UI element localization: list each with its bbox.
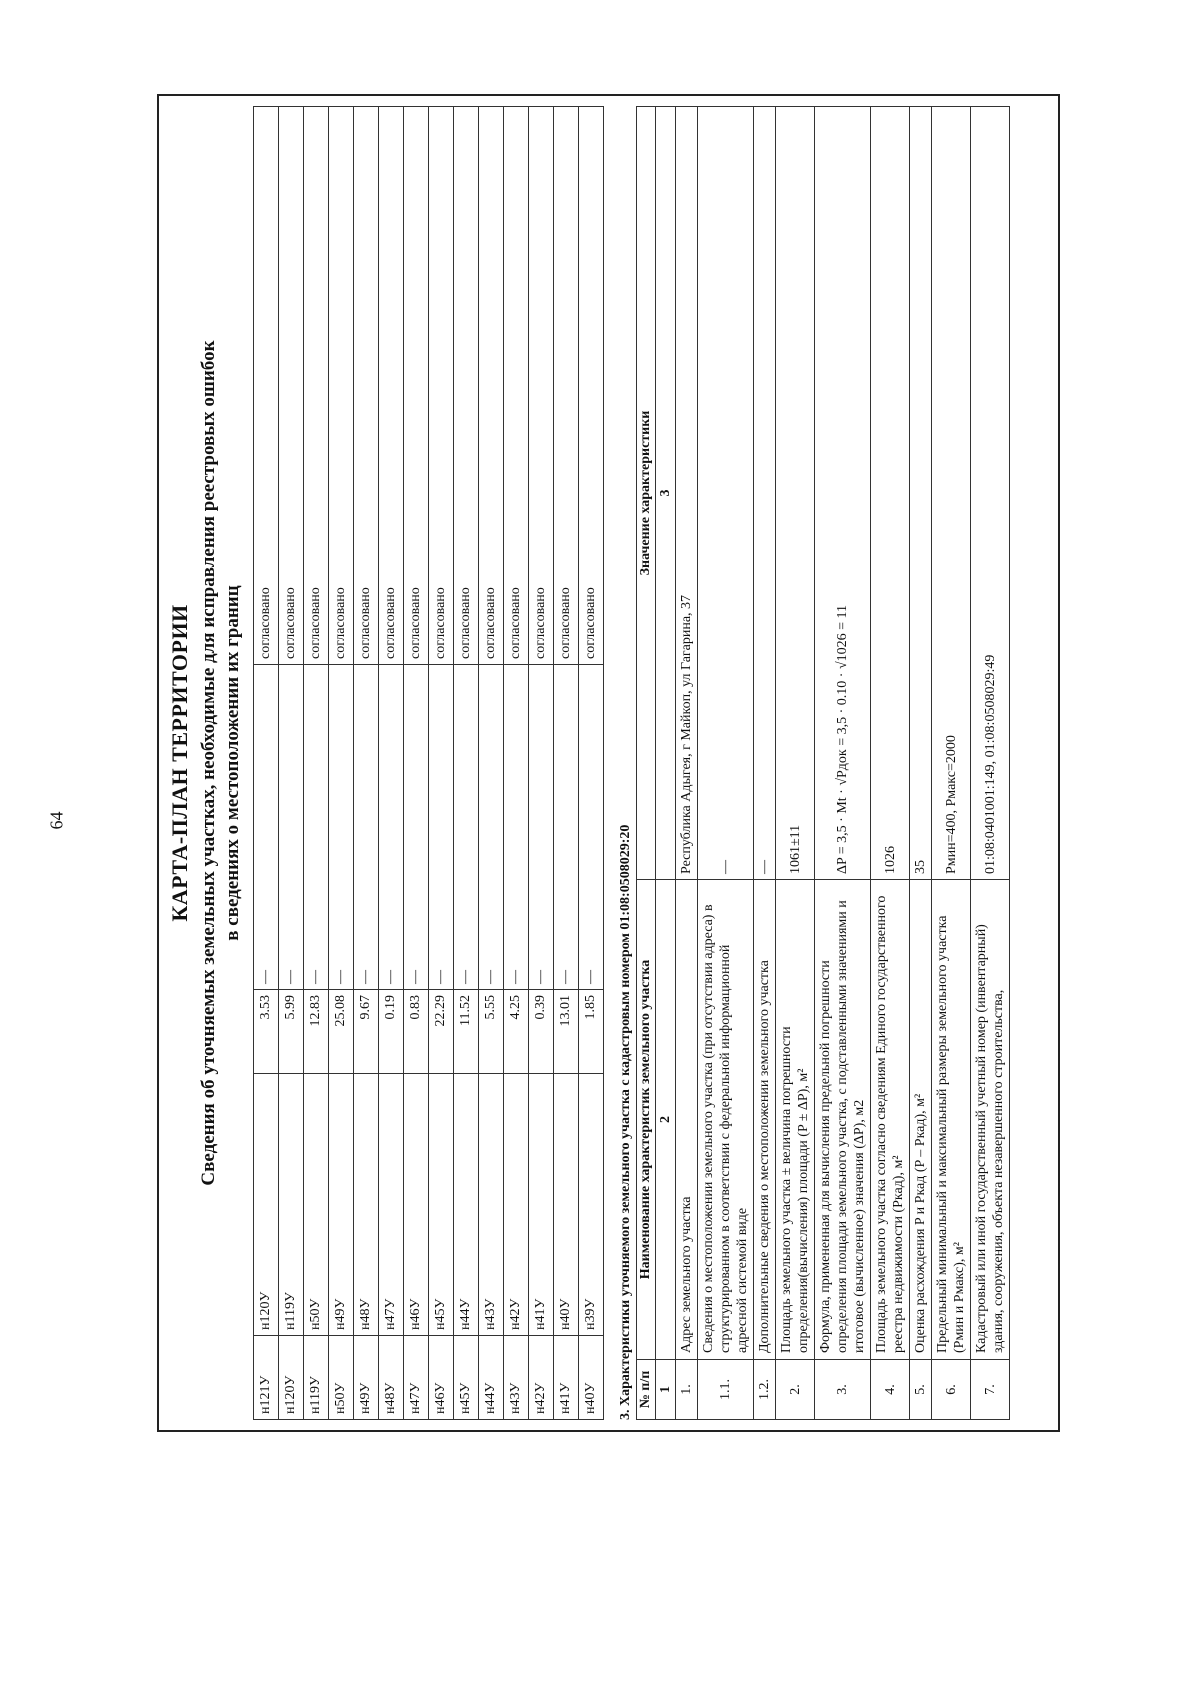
length: 3.53 (254, 990, 279, 1074)
subtitle-line-1: Сведения об уточняемых земельных участках, необходимые для исправления реестровых ошибок (198, 340, 219, 1186)
point-to: н45У (429, 1074, 454, 1336)
point-from: н48У (379, 1336, 404, 1420)
description: — (579, 665, 604, 990)
table-row (504, 107, 529, 1420)
table-row (354, 107, 379, 1420)
table-row (815, 107, 871, 1420)
length: 0.19 (379, 990, 404, 1074)
document-subtitle (197, 106, 245, 1420)
description: — (554, 665, 579, 990)
column-number-1: 1 (656, 1360, 676, 1420)
point-to: н48У (354, 1074, 379, 1336)
approval-status: согласовано (279, 107, 304, 665)
length: 13.01 (554, 990, 579, 1074)
point-from: н44У (479, 1336, 504, 1420)
table-row (754, 107, 776, 1420)
approval-status: согласовано (454, 107, 479, 665)
row-index: 5. (910, 1360, 932, 1420)
description: — (404, 665, 429, 990)
point-to: н44У (454, 1074, 479, 1336)
table-row (932, 107, 971, 1420)
page-number: 64 (46, 811, 67, 830)
approval-status: согласовано (579, 107, 604, 665)
header-value: Значение характеристики (637, 107, 656, 880)
length: 25.08 (329, 990, 354, 1074)
point-from: н50У (329, 1336, 354, 1420)
characteristic-name: Формула, примененная для вычисления предельной погрешности определения площади земельного участка, с подставленными значениями и итоговое (вычисленное) значения (ΔP), м2 (815, 880, 871, 1360)
table-row (429, 107, 454, 1420)
row-index: 1.1. (698, 1360, 754, 1420)
characteristic-value: 1061±11 (776, 107, 815, 880)
length: 1.85 (579, 990, 604, 1074)
row-index: 1. (676, 1360, 698, 1420)
point-to: н46У (404, 1074, 429, 1336)
description: — (254, 665, 279, 990)
point-to: н40У (554, 1074, 579, 1336)
point-from: н120У (279, 1336, 304, 1420)
characteristic-value: — (698, 107, 754, 880)
point-to: н50У (304, 1074, 329, 1336)
table-row (329, 107, 354, 1420)
point-from: н45У (454, 1336, 479, 1420)
table-row (676, 107, 698, 1420)
point-from: н47У (404, 1336, 429, 1420)
row-index: 2. (776, 1360, 815, 1420)
characteristic-name: Дополнительные сведения о местоположении земельного участка (754, 880, 776, 1360)
table-row (579, 107, 604, 1420)
characteristic-value: 01:08:0401001:149, 01:08:0508029:49 (971, 107, 1010, 880)
table-row (971, 107, 1010, 1420)
characteristic-name: Оценка расхождения P и Pкад (P – Pкад), м² (910, 880, 932, 1360)
table-row (254, 107, 279, 1420)
characteristic-name: Адрес земельного участка (676, 880, 698, 1360)
table-row (404, 107, 429, 1420)
header-row (637, 107, 656, 1420)
table-row (304, 107, 329, 1420)
approval-status: согласовано (379, 107, 404, 665)
characteristic-value: Республика Адыгея, г Майкоп, ул Гагарина, 37 (676, 107, 698, 880)
point-to: н43У (479, 1074, 504, 1336)
characteristic-name: Сведения о местоположении земельного участка (при отсутствии адреса) в структурированном в соответствии с федеральной информационной адресной системой виде (698, 880, 754, 1360)
point-from: н49У (354, 1336, 379, 1420)
row-index: 1.2. (754, 1360, 776, 1420)
approval-status: согласовано (504, 107, 529, 665)
table-row (776, 107, 815, 1420)
description: — (529, 665, 554, 990)
table-row (279, 107, 304, 1420)
length: 9.67 (354, 990, 379, 1074)
characteristic-value: ΔP = 3,5 · Mt · √Pдок = 3,5 · 0.10 · √1026 = 11 (815, 107, 871, 880)
approval-status: согласовано (354, 107, 379, 665)
point-from: н121У (254, 1336, 279, 1420)
characteristic-value: 35 (910, 107, 932, 880)
point-to: н42У (504, 1074, 529, 1336)
point-to: н39У (579, 1074, 604, 1336)
point-from: н46У (429, 1336, 454, 1420)
column-number-row (656, 107, 676, 1420)
characteristic-name: Предельный минимальный и максимальный размеры земельного участка (Pмин и Pмакс), м² (932, 880, 971, 1360)
map-plan-sheet (157, 94, 1060, 1432)
approval-status: согласовано (479, 107, 504, 665)
length: 12.83 (304, 990, 329, 1074)
approval-status: согласовано (429, 107, 454, 665)
length: 5.55 (479, 990, 504, 1074)
table-row (379, 107, 404, 1420)
characteristic-name: Площадь земельного участка согласно сведениям Единого государственного реестра недвижимости (Pкад), м² (871, 880, 910, 1360)
characteristic-value: Pмин=400, Pмакс=2000 (932, 107, 971, 880)
length: 0.83 (404, 990, 429, 1074)
approval-status: согласовано (329, 107, 354, 665)
length: 4.25 (504, 990, 529, 1074)
characteristic-name: Площадь земельного участка ± величина погрешности определения(вычисления) площади (P ± ΔP), м² (776, 880, 815, 1360)
length: 0.39 (529, 990, 554, 1074)
point-from: н40У (579, 1336, 604, 1420)
row-index: 3. (815, 1360, 871, 1420)
table-row (554, 107, 579, 1420)
approval-status: согласовано (529, 107, 554, 665)
point-from: н41У (554, 1336, 579, 1420)
description: — (504, 665, 529, 990)
point-from: н43У (504, 1336, 529, 1420)
table-row (479, 107, 504, 1420)
land-plot-characteristics-table (636, 106, 1010, 1420)
description: — (429, 665, 454, 990)
approval-status: согласовано (404, 107, 429, 665)
characteristic-name: Кадастровый или иной государственный учетный номер (инвентарный) здания, сооружения, объекта незавершенного строительства, (971, 880, 1010, 1360)
header-index: № п/п (637, 1360, 656, 1420)
table-row (871, 107, 910, 1420)
point-to: н41У (529, 1074, 554, 1336)
description: — (354, 665, 379, 990)
length: 5.99 (279, 990, 304, 1074)
point-to: н47У (379, 1074, 404, 1336)
length: 22.29 (429, 990, 454, 1074)
point-from: н119У (304, 1336, 329, 1420)
row-index: 6. (932, 1360, 971, 1420)
table-row (529, 107, 554, 1420)
document-title: КАРТА-ПЛАН ТЕРРИТОРИИ (167, 604, 192, 922)
boundary-points-table (253, 106, 604, 1420)
description: — (304, 665, 329, 990)
description: — (454, 665, 479, 990)
point-to: н120У (254, 1074, 279, 1336)
characteristic-value: — (754, 107, 776, 880)
approval-status: согласовано (254, 107, 279, 665)
description: — (279, 665, 304, 990)
table-row (910, 107, 932, 1420)
description: — (479, 665, 504, 990)
section-3-caption: 3. Характеристики уточняемого земельного участка с кадастровым номером 01:08:0508029:20 (618, 824, 633, 1420)
table-row (454, 107, 479, 1420)
header-name: Наименование характеристик земельного участка (637, 880, 656, 1360)
description: — (379, 665, 404, 990)
point-from: н42У (529, 1336, 554, 1420)
point-to: н49У (329, 1074, 354, 1336)
subtitle-line-2: в сведениях о местоположении их границ (222, 585, 243, 941)
column-number-2: 2 (656, 880, 676, 1360)
column-number-3: 3 (656, 107, 676, 880)
row-index: 4. (871, 1360, 910, 1420)
row-index: 7. (971, 1360, 1010, 1420)
description: — (329, 665, 354, 990)
approval-status: согласовано (554, 107, 579, 665)
point-to: н119У (279, 1074, 304, 1336)
characteristic-value: 1026 (871, 107, 910, 880)
length: 11.52 (454, 990, 479, 1074)
approval-status: согласовано (304, 107, 329, 665)
table-row (698, 107, 754, 1420)
